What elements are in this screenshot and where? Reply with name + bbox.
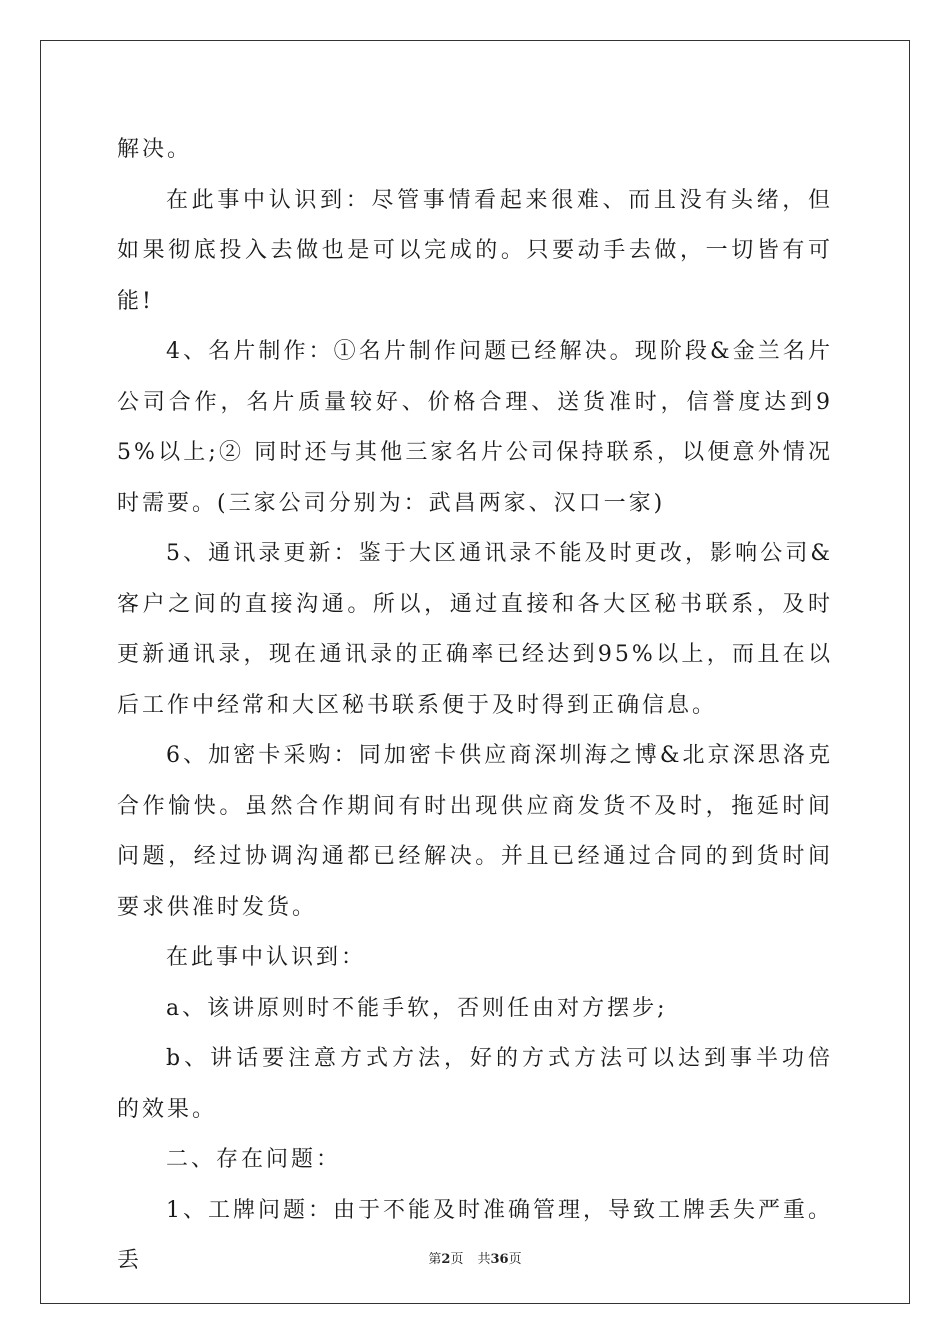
page-footer: [0, 1248, 950, 1267]
paragraph: 6、加密卡采购：同加密卡供应商深圳海之博&北京深思洛克合作愉快。虽然合作期间有时出现供应商发货不及时，拖延时间问题，经过协调沟通都已经解决。并且已经通过合同的到货时间要求供准时发货。: [117, 743, 833, 920]
total-prefix: 共: [477, 1252, 491, 1267]
current-page-number: 2: [441, 1252, 451, 1267]
paragraph: 1、工牌问题：由于不能及时准确管理，导致工牌丢失严重。丢: [117, 1197, 833, 1273]
paragraph: 解决。: [117, 137, 193, 162]
total-page-count: 36: [490, 1252, 509, 1267]
total-suffix: 页: [508, 1252, 522, 1267]
paragraph: 在此事中认识到：: [166, 945, 367, 970]
paragraph: a、该讲原则时不能手软，否则任由对方摆步;: [166, 995, 668, 1021]
document-body: [117, 125, 833, 1287]
page-prefix: 第: [428, 1252, 442, 1267]
paragraph: 5、通讯录更新：鉴于大区通讯录不能及时更改，影响公司&客户之间的直接沟通。所以，通过直接和各大区秘书联系，及时更新通讯录，现在通讯录的正确率已经达到95%以上，而且在以后工作中经常和大区秘书联系便于及时得到正确信息。: [117, 541, 833, 718]
paragraph: 二、存在问题：: [166, 1147, 342, 1172]
page-suffix: 页: [450, 1252, 464, 1267]
paragraph: 在此事中认识到：尽管事情看起来很难、而且没有头绪，但如果彻底投入去做也是可以完成的。只要动手去做，一切皆有可能!: [117, 187, 833, 314]
paragraph: 4、名片制作：①名片制作问题已经解决。现阶段&金兰名片公司合作，名片质量较好、价格合理、送货准时，信誉度达到95%以上;② 同时还与其他三家名片公司保持联系，以便意外情况时需要。(三家公司分别为：武昌两家、汉口一家): [117, 339, 833, 516]
paragraph: b、讲话要注意方式方法，好的方式方法可以达到事半功倍的效果。: [117, 1046, 833, 1122]
